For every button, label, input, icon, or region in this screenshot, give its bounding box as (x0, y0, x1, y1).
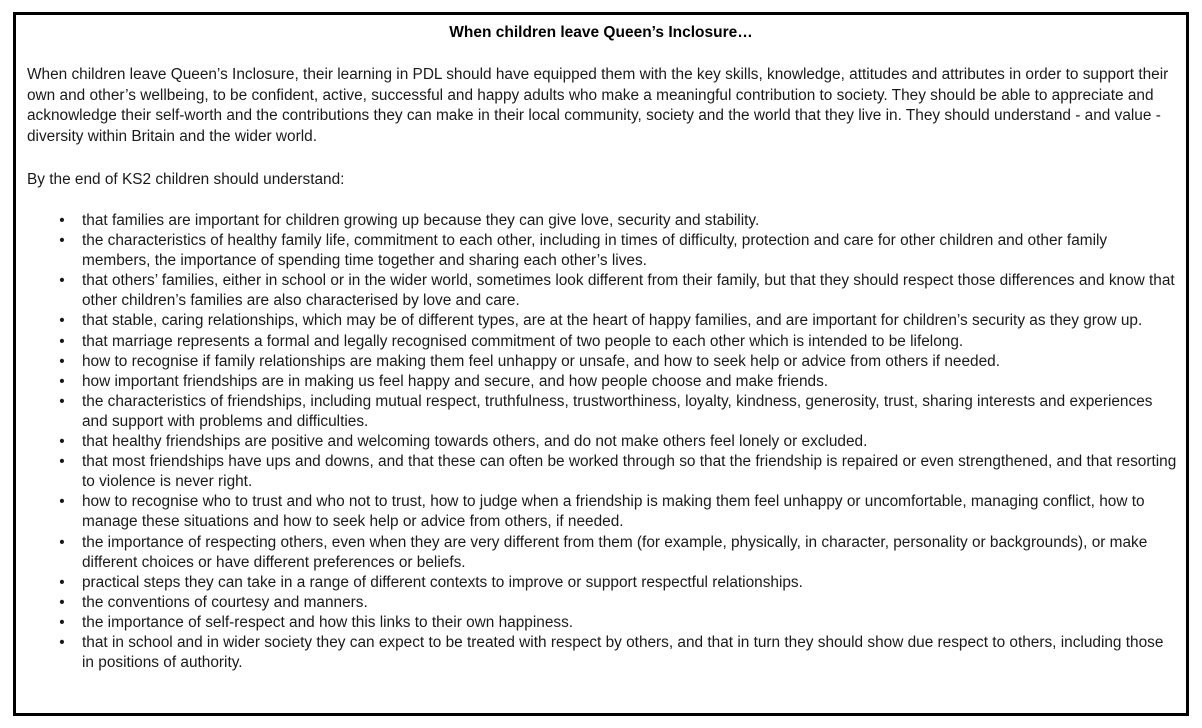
list-item (27, 573, 1178, 593)
ks2-outcomes-list (27, 211, 1178, 673)
list-item-text: the importance of respecting others, even when they are very different from them (for example, physically, in character, personality or backgrounds), or make different choices or have different preferences or beliefs. (82, 533, 1148, 571)
bullet-icon: • (59, 533, 65, 551)
bullet-icon: • (59, 232, 65, 250)
bullet-icon: • (59, 633, 65, 651)
bullet-icon: • (59, 433, 65, 451)
list-item (27, 633, 1178, 673)
list-item-text: practical steps they can take in a range of different contexts to improve or support respectful relationships. (82, 573, 803, 591)
list-item (27, 211, 1178, 231)
bullet-icon: • (59, 332, 65, 350)
list-item (27, 372, 1178, 392)
bullet-icon: • (59, 573, 65, 591)
bullet-icon: • (59, 312, 65, 330)
list-item-text: that healthy friendships are positive and welcoming towards others, and do not make others feel lonely or excluded. (82, 433, 868, 451)
ks2-lead-text: By the end of KS2 children should understand: (27, 171, 345, 188)
bullet-icon: • (59, 613, 65, 631)
list-item (27, 271, 1178, 311)
bullet-icon: • (59, 212, 65, 229)
list-item-text: how to recognise if family relationships are making them feel unhappy or unsafe, and how to seek help or advice from others if needed. (82, 352, 1000, 370)
list-item (27, 332, 1178, 352)
list-item (27, 231, 1178, 271)
intro-paragraph: When children leave Queen’s Inclosure, their learning in PDL should have equipped them with the key skills, knowledge, attitudes and attributes in order to support their own and other’s wellbeing, to be confident, active, successful and happy adults who make a meaningful contribution to society. They should be able to appreciate and acknowledge their self-worth and the contributions they can make in their local community, society and the world that they live in. They should understand - and value - diversity within Britain and the wider world. (27, 66, 1169, 145)
list-item-text: that in school and in wider society they can expect to be treated with respect by others, and that in turn they should show due respect to others, including those in positions of authority. (82, 633, 1164, 672)
list-item-text: the importance of self-respect and how this links to their own happiness. (82, 613, 574, 631)
list-item-text: that most friendships have ups and downs, and that these can often be worked through so that the friendship is repaired or even strengthened, and that resorting to violence is never right. (82, 453, 1177, 491)
list-item-text: that marriage represents a formal and legally recognised commitment of two people to each other which is intended to be lifelong. (82, 332, 964, 350)
bullet-icon: • (59, 272, 65, 290)
list-item (27, 452, 1178, 492)
bullet-icon: • (59, 372, 65, 390)
list-item-text: the characteristics of friendships, including mutual respect, truthfulness, trustworthiness, loyalty, kindness, generosity, trust, sharing interests and experiences and support with problems and difficulties. (82, 392, 1153, 430)
document-title: When children leave Queen’s Inclosure… (449, 24, 753, 41)
bullet-icon: • (59, 453, 65, 471)
list-item (27, 492, 1178, 532)
list-item-text: the conventions of courtesy and manners. (82, 593, 368, 611)
document-frame (13, 12, 1189, 716)
list-item-text: that stable, caring relationships, which may be of different types, are at the heart of happy families, and are important for children’s security as they grow up. (82, 312, 1143, 330)
list-item (27, 533, 1178, 573)
list-item-text: the characteristics of healthy family life, commitment to each other, including in times of difficulty, protection and care for other children and other family members, the importance of spending time together and sharing each other’s lives. (82, 232, 1108, 270)
list-item (27, 432, 1178, 452)
list-item (27, 352, 1178, 372)
bullet-icon: • (59, 593, 65, 611)
list-item-text: how important friendships are in making us feel happy and secure, and how people choose and make friends. (82, 372, 829, 390)
list-item (27, 613, 1178, 633)
bullet-icon: • (59, 392, 65, 410)
list-item-text: how to recognise who to trust and who not to trust, how to judge when a friendship is making them feel unhappy or uncomfortable, managing conflict, how to manage these situations and how to seek help or advice from others, if needed. (82, 493, 1145, 531)
bullet-icon: • (59, 493, 65, 511)
list-item (27, 311, 1178, 331)
bullet-icon: • (59, 352, 65, 370)
list-item-text: that families are important for children growing up because they can give love, security and stability. (82, 212, 760, 229)
list-item (27, 593, 1178, 613)
list-item (27, 392, 1178, 432)
list-item-text: that others’ families, either in school or in the wider world, sometimes look different from their family, but that they should respect those differences and know that other children’s families are also characterised by love and care. (82, 272, 1175, 310)
